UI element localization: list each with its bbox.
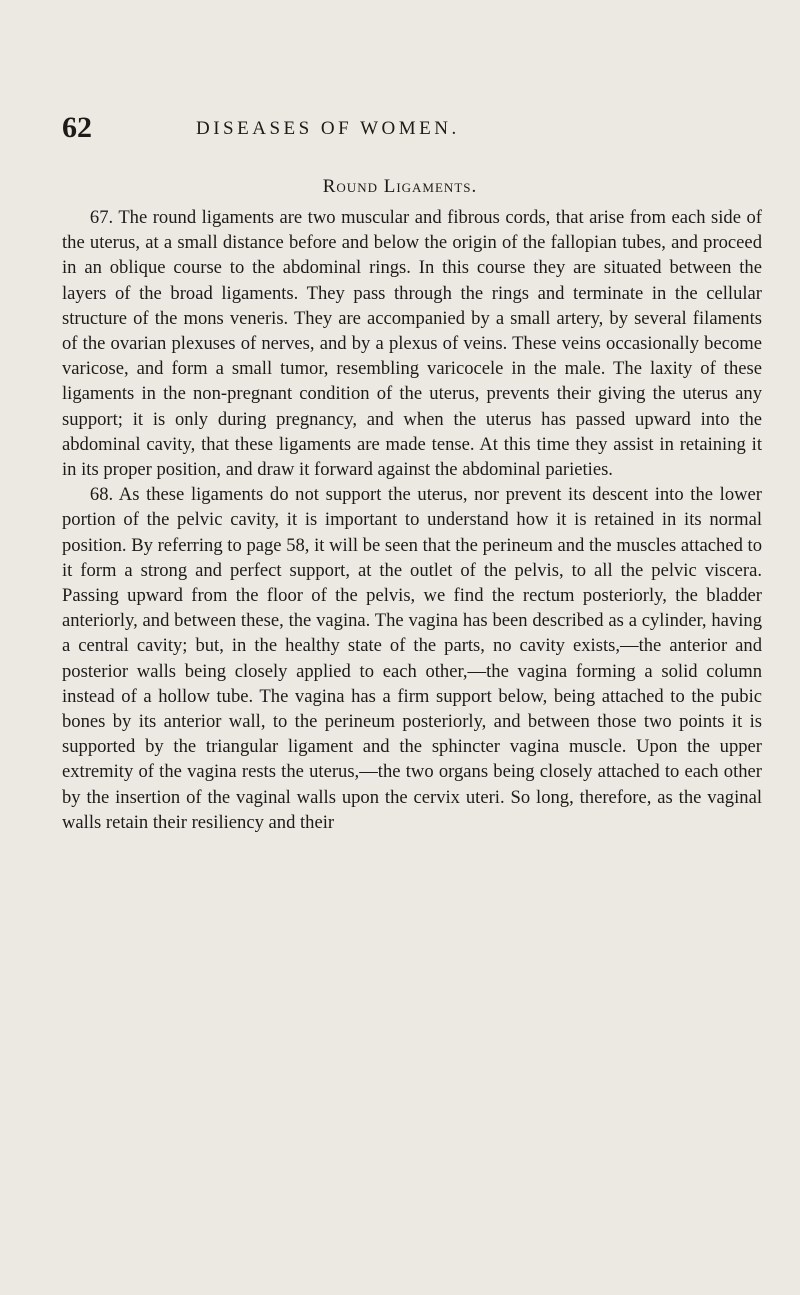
section-title: Round Ligaments.	[322, 176, 478, 197]
paragraph-68: 68. As these ligaments do not support the uterus, nor prevent its descent into the lower portion of the pelvic cavity, it is important to understand how it is retained in its normal position. By referring to page 58, it will be seen that the perineum and the muscles attached to it form a strong and perfect support, at the outlet of the pelvis, to all the pelvic viscera. Passing upward from the floor of the pelvis, we find the rectum posteriorly, the bladder anteriorly, and between these, the vagina. The vagina has been described as a cylinder, having a central cavity; but, in the healthy state of the parts, no cavity exists,—the anterior and posterior walls being closely applied to each other,—the vagina forming a solid column instead of a hollow tube. The vagina has a firm support below, being attached to the pubic bones by its anterior wall, to the perineum posteriorly, and between those two points it is supported by the triangular ligament and the sphincter vagina muscle. Upon the upper extremity of the vagina rests the uterus,—the two organs being closely attached to each other by the insertion of the vaginal walls upon the cervix uteri. So long, therefore, as the vaginal walls retain their resiliency and their	[62, 484, 762, 833]
page-header	[62, 108, 762, 148]
body-text	[62, 205, 762, 835]
running-head: DISEASES OF WOMEN.	[196, 118, 460, 139]
paragraph-67: 67. The round ligaments are two muscular and fibrous cords, that arise from each side of the uterus, at a small distance before and below the origin of the fallopian tubes, and proceed in an oblique course to the abdominal rings. In this course they are situated between the layers of the broad ligaments. They pass through the rings and terminate in the cellular structure of the mons veneris. They are accompanied by a small artery, by several filaments of the ovarian plexuses of nerves, and by a plexus of veins. These veins occasionally become varicose, and form a small tumor, resembling varicocele in the male. The laxity of these ligaments in the non-pregnant condition of the uterus, prevents their giving the uterus any support; it is only during pregnancy, and when the uterus has passed upward into the abdominal cavity, that these ligaments are made tense. At this time they assist in retaining it in its proper position, and draw it forward against the abdominal parieties.	[62, 207, 762, 481]
page-number: 62	[62, 111, 92, 144]
